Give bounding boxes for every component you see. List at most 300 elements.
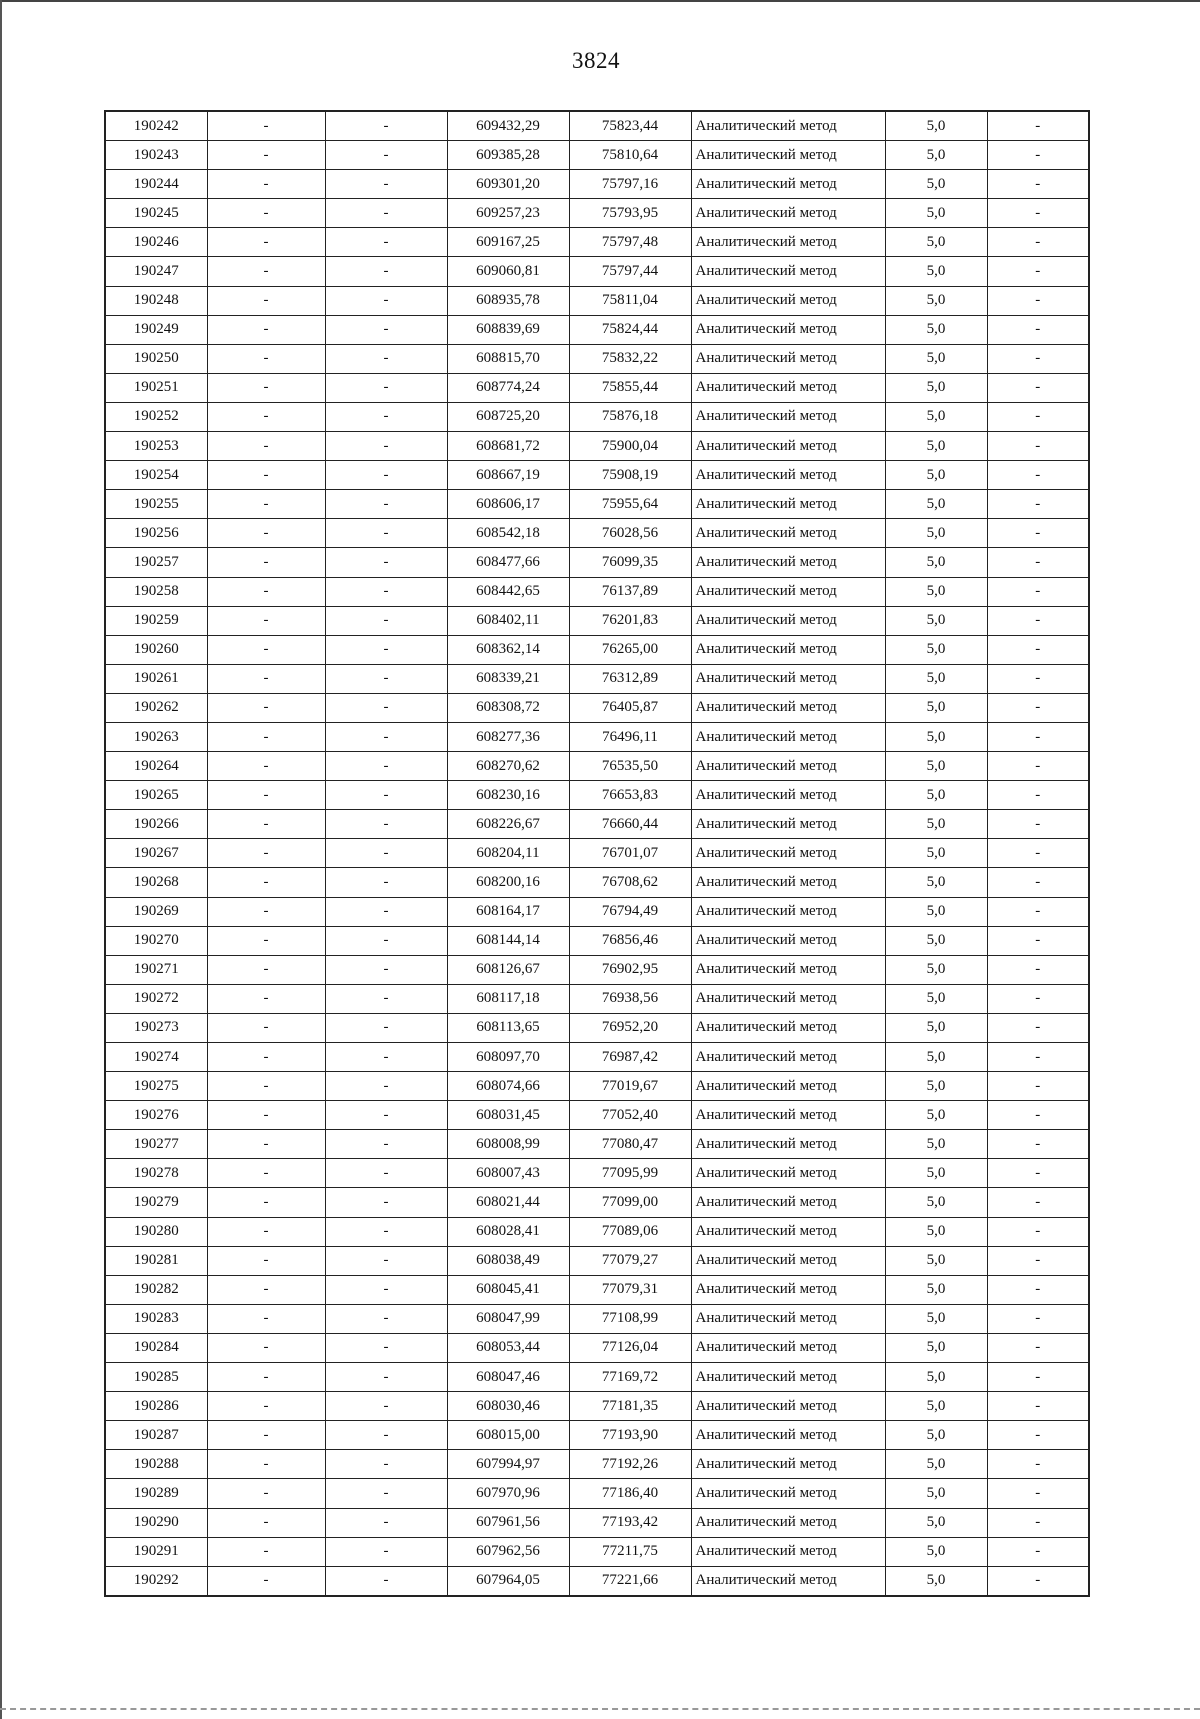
point-id-cell: 190277 xyxy=(105,1130,207,1159)
x-coordinate-cell: 607994,97 xyxy=(447,1450,569,1479)
point-id-cell: 190289 xyxy=(105,1479,207,1508)
y-coordinate-cell: 76856,46 xyxy=(569,926,691,955)
empty-dash-cell: - xyxy=(987,1101,1089,1130)
y-coordinate-cell: 75832,22 xyxy=(569,344,691,373)
table-row xyxy=(105,955,1089,984)
empty-dash-cell: - xyxy=(325,606,447,635)
empty-dash-cell: - xyxy=(987,1479,1089,1508)
table-row xyxy=(105,1363,1089,1392)
method-cell: Аналитический метод xyxy=(691,402,885,431)
empty-dash-cell: - xyxy=(325,228,447,257)
x-coordinate-cell: 608007,43 xyxy=(447,1159,569,1188)
scan-edge-left xyxy=(0,0,2,1719)
empty-dash-cell: - xyxy=(207,810,325,839)
table-row xyxy=(105,432,1089,461)
table-row xyxy=(105,1013,1089,1042)
x-coordinate-cell: 608047,46 xyxy=(447,1363,569,1392)
x-coordinate-cell: 608935,78 xyxy=(447,286,569,315)
empty-dash-cell: - xyxy=(325,257,447,286)
accuracy-cell: 5,0 xyxy=(885,1072,987,1101)
method-cell: Аналитический метод xyxy=(691,490,885,519)
accuracy-cell: 5,0 xyxy=(885,810,987,839)
y-coordinate-cell: 75811,04 xyxy=(569,286,691,315)
table-row xyxy=(105,199,1089,228)
empty-dash-cell: - xyxy=(325,1072,447,1101)
empty-dash-cell: - xyxy=(207,490,325,519)
point-id-cell: 190245 xyxy=(105,199,207,228)
x-coordinate-cell: 608725,20 xyxy=(447,402,569,431)
table-row xyxy=(105,315,1089,344)
empty-dash-cell: - xyxy=(325,1130,447,1159)
x-coordinate-cell: 608028,41 xyxy=(447,1217,569,1246)
y-coordinate-cell: 77079,27 xyxy=(569,1246,691,1275)
accuracy-cell: 5,0 xyxy=(885,432,987,461)
y-coordinate-cell: 76660,44 xyxy=(569,810,691,839)
accuracy-cell: 5,0 xyxy=(885,257,987,286)
empty-dash-cell: - xyxy=(207,1479,325,1508)
empty-dash-cell: - xyxy=(987,315,1089,344)
point-id-cell: 190264 xyxy=(105,752,207,781)
y-coordinate-cell: 77052,40 xyxy=(569,1101,691,1130)
method-cell: Аналитический метод xyxy=(691,1130,885,1159)
x-coordinate-cell: 608277,36 xyxy=(447,722,569,751)
y-coordinate-cell: 76312,89 xyxy=(569,664,691,693)
table-row xyxy=(105,228,1089,257)
x-coordinate-cell: 608442,65 xyxy=(447,577,569,606)
empty-dash-cell: - xyxy=(987,432,1089,461)
method-cell: Аналитический метод xyxy=(691,1188,885,1217)
empty-dash-cell: - xyxy=(207,1043,325,1072)
point-id-cell: 190282 xyxy=(105,1275,207,1304)
table-row xyxy=(105,577,1089,606)
table-row xyxy=(105,490,1089,519)
accuracy-cell: 5,0 xyxy=(885,1130,987,1159)
accuracy-cell: 5,0 xyxy=(885,868,987,897)
table-row xyxy=(105,810,1089,839)
table-row xyxy=(105,1537,1089,1566)
empty-dash-cell: - xyxy=(207,693,325,722)
empty-dash-cell: - xyxy=(325,1537,447,1566)
method-cell: Аналитический метод xyxy=(691,170,885,199)
empty-dash-cell: - xyxy=(325,752,447,781)
empty-dash-cell: - xyxy=(207,1072,325,1101)
empty-dash-cell: - xyxy=(987,635,1089,664)
y-coordinate-cell: 76653,83 xyxy=(569,781,691,810)
method-cell: Аналитический метод xyxy=(691,1450,885,1479)
x-coordinate-cell: 608606,17 xyxy=(447,490,569,519)
x-coordinate-cell: 608402,11 xyxy=(447,606,569,635)
empty-dash-cell: - xyxy=(987,228,1089,257)
empty-dash-cell: - xyxy=(987,519,1089,548)
x-coordinate-cell: 608362,14 xyxy=(447,635,569,664)
empty-dash-cell: - xyxy=(207,373,325,402)
empty-dash-cell: - xyxy=(207,170,325,199)
empty-dash-cell: - xyxy=(987,344,1089,373)
accuracy-cell: 5,0 xyxy=(885,897,987,926)
x-coordinate-cell: 608226,67 xyxy=(447,810,569,839)
accuracy-cell: 5,0 xyxy=(885,1508,987,1537)
x-coordinate-cell: 608053,44 xyxy=(447,1333,569,1362)
table-row xyxy=(105,752,1089,781)
method-cell: Аналитический метод xyxy=(691,344,885,373)
empty-dash-cell: - xyxy=(987,461,1089,490)
x-coordinate-cell: 608200,16 xyxy=(447,868,569,897)
method-cell: Аналитический метод xyxy=(691,1537,885,1566)
accuracy-cell: 5,0 xyxy=(885,722,987,751)
x-coordinate-cell: 608477,66 xyxy=(447,548,569,577)
empty-dash-cell: - xyxy=(987,781,1089,810)
empty-dash-cell: - xyxy=(207,1450,325,1479)
y-coordinate-cell: 77108,99 xyxy=(569,1304,691,1333)
point-id-cell: 190274 xyxy=(105,1043,207,1072)
table-row xyxy=(105,1566,1089,1596)
empty-dash-cell: - xyxy=(207,926,325,955)
empty-dash-cell: - xyxy=(325,402,447,431)
point-id-cell: 190251 xyxy=(105,373,207,402)
x-coordinate-cell: 608015,00 xyxy=(447,1421,569,1450)
accuracy-cell: 5,0 xyxy=(885,402,987,431)
point-id-cell: 190271 xyxy=(105,955,207,984)
x-coordinate-cell: 608542,18 xyxy=(447,519,569,548)
empty-dash-cell: - xyxy=(325,1246,447,1275)
accuracy-cell: 5,0 xyxy=(885,1013,987,1042)
empty-dash-cell: - xyxy=(207,344,325,373)
empty-dash-cell: - xyxy=(987,490,1089,519)
empty-dash-cell: - xyxy=(987,926,1089,955)
accuracy-cell: 5,0 xyxy=(885,228,987,257)
method-cell: Аналитический метод xyxy=(691,1508,885,1537)
x-coordinate-cell: 608681,72 xyxy=(447,432,569,461)
empty-dash-cell: - xyxy=(325,344,447,373)
empty-dash-cell: - xyxy=(325,1217,447,1246)
method-cell: Аналитический метод xyxy=(691,722,885,751)
x-coordinate-cell: 608230,16 xyxy=(447,781,569,810)
empty-dash-cell: - xyxy=(325,868,447,897)
empty-dash-cell: - xyxy=(987,286,1089,315)
table-row xyxy=(105,344,1089,373)
empty-dash-cell: - xyxy=(987,199,1089,228)
method-cell: Аналитический метод xyxy=(691,635,885,664)
empty-dash-cell: - xyxy=(325,1392,447,1421)
point-id-cell: 190260 xyxy=(105,635,207,664)
accuracy-cell: 5,0 xyxy=(885,1217,987,1246)
method-cell: Аналитический метод xyxy=(691,315,885,344)
table-row xyxy=(105,1043,1089,1072)
empty-dash-cell: - xyxy=(325,1043,447,1072)
method-cell: Аналитический метод xyxy=(691,228,885,257)
point-id-cell: 190292 xyxy=(105,1566,207,1596)
x-coordinate-cell: 608117,18 xyxy=(447,984,569,1013)
empty-dash-cell: - xyxy=(325,1363,447,1392)
y-coordinate-cell: 77193,42 xyxy=(569,1508,691,1537)
table-row xyxy=(105,664,1089,693)
empty-dash-cell: - xyxy=(987,1333,1089,1362)
empty-dash-cell: - xyxy=(325,1159,447,1188)
method-cell: Аналитический метод xyxy=(691,432,885,461)
accuracy-cell: 5,0 xyxy=(885,577,987,606)
point-id-cell: 190288 xyxy=(105,1450,207,1479)
empty-dash-cell: - xyxy=(207,519,325,548)
empty-dash-cell: - xyxy=(325,897,447,926)
empty-dash-cell: - xyxy=(987,111,1089,141)
method-cell: Аналитический метод xyxy=(691,752,885,781)
empty-dash-cell: - xyxy=(207,1217,325,1246)
x-coordinate-cell: 608308,72 xyxy=(447,693,569,722)
empty-dash-cell: - xyxy=(207,199,325,228)
method-cell: Аналитический метод xyxy=(691,1566,885,1596)
empty-dash-cell: - xyxy=(207,228,325,257)
y-coordinate-cell: 77019,67 xyxy=(569,1072,691,1101)
x-coordinate-cell: 609060,81 xyxy=(447,257,569,286)
point-id-cell: 190253 xyxy=(105,432,207,461)
point-id-cell: 190269 xyxy=(105,897,207,926)
method-cell: Аналитический метод xyxy=(691,519,885,548)
empty-dash-cell: - xyxy=(325,1101,447,1130)
table-row xyxy=(105,1275,1089,1304)
point-id-cell: 190278 xyxy=(105,1159,207,1188)
point-id-cell: 190249 xyxy=(105,315,207,344)
empty-dash-cell: - xyxy=(207,897,325,926)
table-row xyxy=(105,1508,1089,1537)
y-coordinate-cell: 77079,31 xyxy=(569,1275,691,1304)
method-cell: Аналитический метод xyxy=(691,926,885,955)
empty-dash-cell: - xyxy=(325,722,447,751)
accuracy-cell: 5,0 xyxy=(885,141,987,170)
empty-dash-cell: - xyxy=(987,1363,1089,1392)
table-row xyxy=(105,1450,1089,1479)
x-coordinate-cell: 608038,49 xyxy=(447,1246,569,1275)
empty-dash-cell: - xyxy=(987,548,1089,577)
x-coordinate-cell: 609301,20 xyxy=(447,170,569,199)
y-coordinate-cell: 75810,64 xyxy=(569,141,691,170)
x-coordinate-cell: 608097,70 xyxy=(447,1043,569,1072)
empty-dash-cell: - xyxy=(207,1275,325,1304)
method-cell: Аналитический метод xyxy=(691,577,885,606)
accuracy-cell: 5,0 xyxy=(885,111,987,141)
empty-dash-cell: - xyxy=(325,1304,447,1333)
x-coordinate-cell: 608008,99 xyxy=(447,1130,569,1159)
empty-dash-cell: - xyxy=(207,1159,325,1188)
accuracy-cell: 5,0 xyxy=(885,519,987,548)
y-coordinate-cell: 76028,56 xyxy=(569,519,691,548)
empty-dash-cell: - xyxy=(325,664,447,693)
empty-dash-cell: - xyxy=(325,315,447,344)
table-row xyxy=(105,1130,1089,1159)
empty-dash-cell: - xyxy=(987,1508,1089,1537)
table-row xyxy=(105,1217,1089,1246)
empty-dash-cell: - xyxy=(207,1566,325,1596)
point-id-cell: 190273 xyxy=(105,1013,207,1042)
point-id-cell: 190267 xyxy=(105,839,207,868)
table-row xyxy=(105,461,1089,490)
empty-dash-cell: - xyxy=(325,635,447,664)
page-number: 3824 xyxy=(572,48,620,73)
point-id-cell: 190255 xyxy=(105,490,207,519)
empty-dash-cell: - xyxy=(207,1392,325,1421)
empty-dash-cell: - xyxy=(207,432,325,461)
x-coordinate-cell: 608164,17 xyxy=(447,897,569,926)
table-row xyxy=(105,868,1089,897)
x-coordinate-cell: 609385,28 xyxy=(447,141,569,170)
empty-dash-cell: - xyxy=(207,1188,325,1217)
empty-dash-cell: - xyxy=(987,257,1089,286)
method-cell: Аналитический метод xyxy=(691,781,885,810)
y-coordinate-cell: 75797,44 xyxy=(569,257,691,286)
empty-dash-cell: - xyxy=(207,315,325,344)
accuracy-cell: 5,0 xyxy=(885,548,987,577)
empty-dash-cell: - xyxy=(207,286,325,315)
accuracy-cell: 5,0 xyxy=(885,286,987,315)
method-cell: Аналитический метод xyxy=(691,1479,885,1508)
point-id-cell: 190242 xyxy=(105,111,207,141)
y-coordinate-cell: 76708,62 xyxy=(569,868,691,897)
method-cell: Аналитический метод xyxy=(691,1304,885,1333)
empty-dash-cell: - xyxy=(207,722,325,751)
x-coordinate-cell: 609257,23 xyxy=(447,199,569,228)
method-cell: Аналитический метод xyxy=(691,1159,885,1188)
point-id-cell: 190280 xyxy=(105,1217,207,1246)
empty-dash-cell: - xyxy=(325,984,447,1013)
table-body xyxy=(105,111,1089,1596)
accuracy-cell: 5,0 xyxy=(885,199,987,228)
accuracy-cell: 5,0 xyxy=(885,752,987,781)
empty-dash-cell: - xyxy=(987,1013,1089,1042)
table-row xyxy=(105,926,1089,955)
point-id-cell: 190281 xyxy=(105,1246,207,1275)
empty-dash-cell: - xyxy=(207,606,325,635)
method-cell: Аналитический метод xyxy=(691,1217,885,1246)
point-id-cell: 190279 xyxy=(105,1188,207,1217)
point-id-cell: 190252 xyxy=(105,402,207,431)
table-row xyxy=(105,1304,1089,1333)
y-coordinate-cell: 75823,44 xyxy=(569,111,691,141)
accuracy-cell: 5,0 xyxy=(885,461,987,490)
empty-dash-cell: - xyxy=(325,1421,447,1450)
table-row xyxy=(105,1333,1089,1362)
empty-dash-cell: - xyxy=(207,141,325,170)
accuracy-cell: 5,0 xyxy=(885,1043,987,1072)
point-id-cell: 190276 xyxy=(105,1101,207,1130)
method-cell: Аналитический метод xyxy=(691,1101,885,1130)
accuracy-cell: 5,0 xyxy=(885,344,987,373)
empty-dash-cell: - xyxy=(987,839,1089,868)
empty-dash-cell: - xyxy=(325,1566,447,1596)
table-row xyxy=(105,519,1089,548)
empty-dash-cell: - xyxy=(325,693,447,722)
point-id-cell: 190266 xyxy=(105,810,207,839)
x-coordinate-cell: 608667,19 xyxy=(447,461,569,490)
accuracy-cell: 5,0 xyxy=(885,1450,987,1479)
empty-dash-cell: - xyxy=(207,1333,325,1362)
empty-dash-cell: - xyxy=(325,1450,447,1479)
empty-dash-cell: - xyxy=(987,1217,1089,1246)
method-cell: Аналитический метод xyxy=(691,286,885,315)
empty-dash-cell: - xyxy=(325,1188,447,1217)
accuracy-cell: 5,0 xyxy=(885,1275,987,1304)
x-coordinate-cell: 608774,24 xyxy=(447,373,569,402)
y-coordinate-cell: 76137,89 xyxy=(569,577,691,606)
method-cell: Аналитический метод xyxy=(691,1013,885,1042)
accuracy-cell: 5,0 xyxy=(885,1479,987,1508)
y-coordinate-cell: 76987,42 xyxy=(569,1043,691,1072)
y-coordinate-cell: 76701,07 xyxy=(569,839,691,868)
empty-dash-cell: - xyxy=(987,170,1089,199)
method-cell: Аналитический метод xyxy=(691,461,885,490)
empty-dash-cell: - xyxy=(325,141,447,170)
method-cell: Аналитический метод xyxy=(691,1246,885,1275)
table-row xyxy=(105,1246,1089,1275)
empty-dash-cell: - xyxy=(325,1333,447,1362)
accuracy-cell: 5,0 xyxy=(885,1246,987,1275)
empty-dash-cell: - xyxy=(987,606,1089,635)
empty-dash-cell: - xyxy=(987,1159,1089,1188)
accuracy-cell: 5,0 xyxy=(885,664,987,693)
accuracy-cell: 5,0 xyxy=(885,926,987,955)
x-coordinate-cell: 608815,70 xyxy=(447,344,569,373)
method-cell: Аналитический метод xyxy=(691,257,885,286)
empty-dash-cell: - xyxy=(207,1101,325,1130)
point-id-cell: 190283 xyxy=(105,1304,207,1333)
accuracy-cell: 5,0 xyxy=(885,1537,987,1566)
point-id-cell: 190250 xyxy=(105,344,207,373)
empty-dash-cell: - xyxy=(987,1392,1089,1421)
y-coordinate-cell: 75908,19 xyxy=(569,461,691,490)
table-row xyxy=(105,1072,1089,1101)
y-coordinate-cell: 77193,90 xyxy=(569,1421,691,1450)
accuracy-cell: 5,0 xyxy=(885,955,987,984)
accuracy-cell: 5,0 xyxy=(885,984,987,1013)
empty-dash-cell: - xyxy=(207,1013,325,1042)
y-coordinate-cell: 75797,48 xyxy=(569,228,691,257)
accuracy-cell: 5,0 xyxy=(885,1159,987,1188)
method-cell: Аналитический метод xyxy=(691,693,885,722)
y-coordinate-cell: 77080,47 xyxy=(569,1130,691,1159)
table-row xyxy=(105,257,1089,286)
y-coordinate-cell: 76952,20 xyxy=(569,1013,691,1042)
x-coordinate-cell: 607970,96 xyxy=(447,1479,569,1508)
method-cell: Аналитический метод xyxy=(691,1421,885,1450)
empty-dash-cell: - xyxy=(987,897,1089,926)
point-id-cell: 190268 xyxy=(105,868,207,897)
empty-dash-cell: - xyxy=(207,664,325,693)
y-coordinate-cell: 76405,87 xyxy=(569,693,691,722)
empty-dash-cell: - xyxy=(325,548,447,577)
accuracy-cell: 5,0 xyxy=(885,1188,987,1217)
table-row xyxy=(105,1421,1089,1450)
empty-dash-cell: - xyxy=(325,170,447,199)
empty-dash-cell: - xyxy=(207,839,325,868)
point-id-cell: 190265 xyxy=(105,781,207,810)
table-row xyxy=(105,693,1089,722)
point-id-cell: 190259 xyxy=(105,606,207,635)
method-cell: Аналитический метод xyxy=(691,1275,885,1304)
point-id-cell: 190243 xyxy=(105,141,207,170)
empty-dash-cell: - xyxy=(987,1188,1089,1217)
empty-dash-cell: - xyxy=(987,1072,1089,1101)
empty-dash-cell: - xyxy=(987,1043,1089,1072)
x-coordinate-cell: 607964,05 xyxy=(447,1566,569,1596)
point-id-cell: 190256 xyxy=(105,519,207,548)
point-id-cell: 190286 xyxy=(105,1392,207,1421)
y-coordinate-cell: 75824,44 xyxy=(569,315,691,344)
y-coordinate-cell: 77181,35 xyxy=(569,1392,691,1421)
point-id-cell: 190261 xyxy=(105,664,207,693)
accuracy-cell: 5,0 xyxy=(885,635,987,664)
point-id-cell: 190285 xyxy=(105,1363,207,1392)
table-row xyxy=(105,606,1089,635)
accuracy-cell: 5,0 xyxy=(885,1333,987,1362)
empty-dash-cell: - xyxy=(987,1304,1089,1333)
